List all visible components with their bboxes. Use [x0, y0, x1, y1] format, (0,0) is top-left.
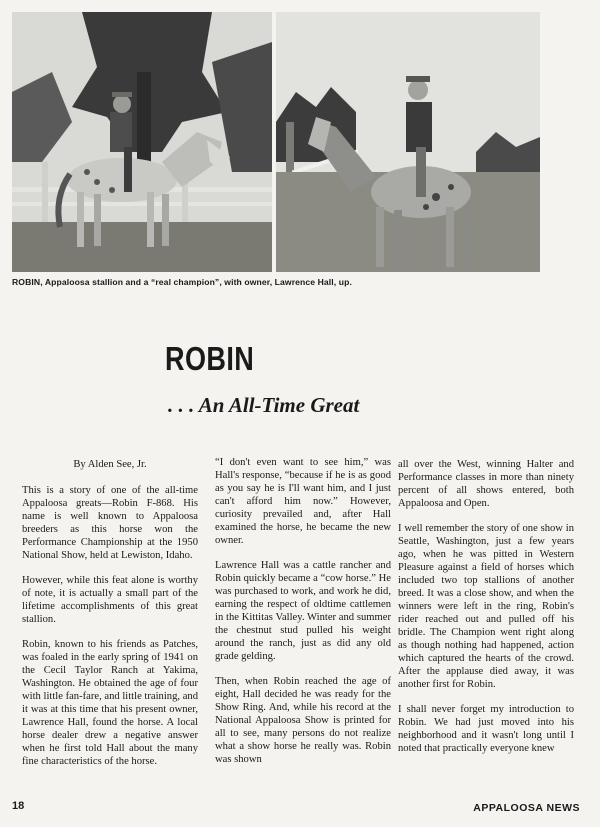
paragraph: Then, when Robin reached the age of eight, Hall decided he was ready for the Show Ring. And, while his record at the National Appaloosa Show is printed for all to see, many persons do not realize what a show horse he really was. Robin was shown	[215, 676, 391, 765]
paragraph: I shall never forget my introduction to Robin. We had just moved into his neighborhood and it wasn't long until I noted that practically everyone knew	[398, 704, 574, 754]
article-column-1	[22, 458, 198, 780]
magazine-name: APPALOOSA NEWS	[473, 802, 580, 814]
paragraph: Lawrence Hall was a cattle rancher and Robin quickly became a “cow horse.” He was purchased to work, and work he did, earning the respect of oldtime cattlemen in the Kittitas Valley. Winter and summer the chestnut stud pulled his weight around the ranch, just as did any old grade gelding.	[215, 560, 391, 662]
photo-robin-standing	[12, 12, 272, 272]
paragraph: all over the West, winning Halter and Performance classes in more than ninety percent of all shows entered, both Appaloosa and Open.	[398, 459, 574, 509]
article-column-3	[398, 458, 574, 767]
photo-robin-with-owner	[276, 12, 540, 272]
photo-right-illustration	[276, 12, 540, 272]
page-number: 18	[12, 800, 25, 812]
article-subtitle: . . . An All-Time Great	[168, 393, 360, 417]
paragraph: This is a story of one of the all-time Appaloosa greats—Robin F-868. His name is well known to Appaloosa breeders as this horse won the Performance Championship at the 1950 National Show, held at Lewiston, Idaho.	[22, 485, 198, 561]
byline: By Alden See, Jr.	[73, 459, 147, 470]
paragraph: I well remember the story of one show in Seattle, Washington, just a few years ago, when he was pitted in Western Pleasure against a field of horses which included two top stallions of another breed. It was a close show, and when the winners were left in the ring, Robin's rider reached out and pulled off his bridle. The Champion went right along as though nothing had happened, action which captured the hearts of the crowd. After the applause died away, it was another first for Robin.	[398, 523, 574, 690]
photo-left-illustration	[12, 12, 272, 272]
paragraph: However, while this feat alone is worthy of note, it is actually a small part of the lifetime accomplishments of this great stallion.	[22, 575, 198, 625]
paragraph: Robin, known to his friends as Patches, was foaled in the early spring of 1941 on the Cecil Taylor Ranch at Yakima, Washington. He obtained the age of four with little fan-fare, and little training, and it was at this time that his present owner, Lawrence Hall, found the horse. A local horse dealer drew a negative answer when he first told Hall about the many fine characteristics of the horse.	[22, 639, 198, 767]
photo-caption: ROBIN, Appaloosa stallion and a “real champion”, with owner, Lawrence Hall, up.	[12, 277, 352, 287]
article-column-2	[215, 456, 391, 778]
article-title: ROBIN	[165, 340, 255, 377]
paragraph: “I don't even want to see him,” was Hall's response, “because if he is as good as you say he is I'll want him, and I just can't afford him now.” However, curiosity prevailed and, after Hall examined the horse, he became the new owner.	[215, 457, 391, 546]
